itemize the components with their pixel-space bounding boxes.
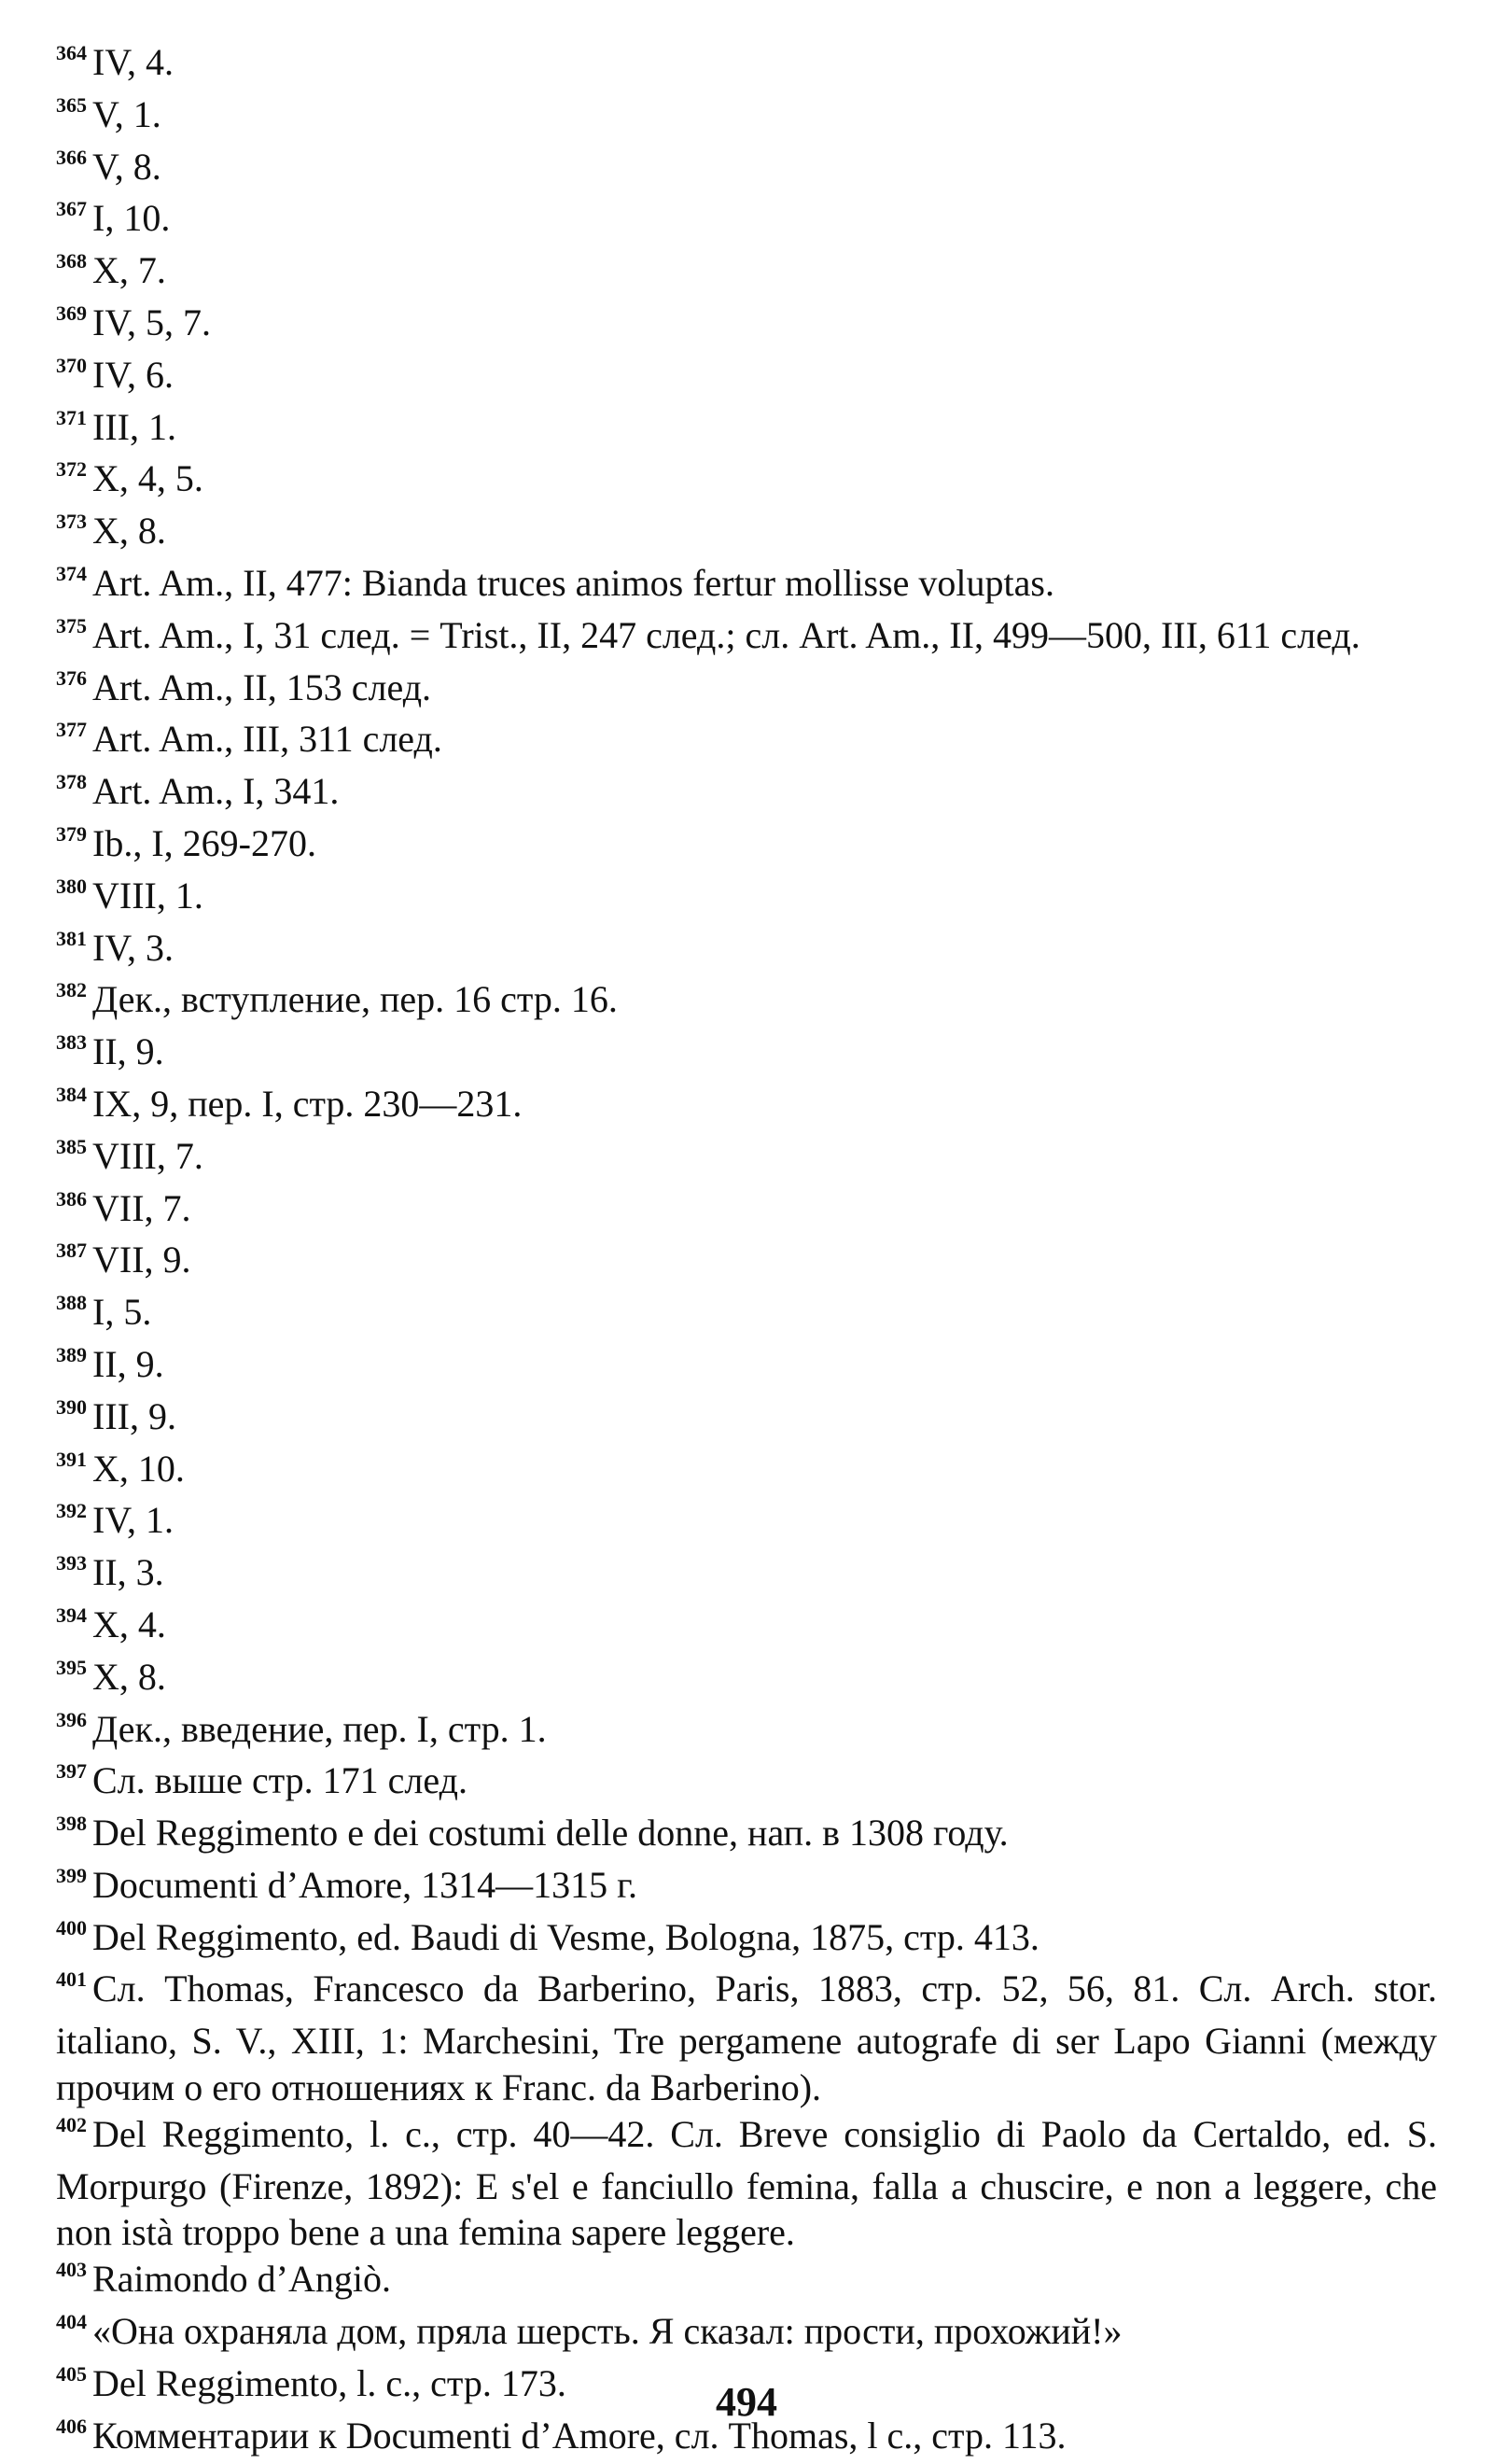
footnote-number: 396 bbox=[56, 1707, 87, 1731]
footnote bbox=[56, 612, 1437, 665]
footnote-number: 398 bbox=[56, 1812, 87, 1836]
footnote-text: Art. Am., I, 31 след. = Trist., II, 247 след.; сл. Art. Am., II, 499—500, III, 611 след. bbox=[92, 613, 1360, 656]
footnote-text: X, 4, 5. bbox=[92, 457, 203, 500]
footnote bbox=[56, 1966, 1437, 2110]
footnote-text: IV, 5, 7. bbox=[92, 301, 212, 343]
footnote-text: X, 10. bbox=[92, 1447, 185, 1490]
footnote-text: Сл. Thomas, Francesco da Barberino, Paris, 1883, стр. 52, 56, 81. Сл. Arch. stor. italiano, S. V., XIII, 1: Marchesini, Tre pergamene autografe di ser Lapo Gianni (между прочим о его отношениях к Franc. da Barberino). bbox=[56, 1967, 1437, 2109]
footnote-text: IV, 4. bbox=[92, 41, 174, 83]
footnote bbox=[56, 1341, 1437, 1393]
footnote-text: X, 7. bbox=[92, 249, 166, 292]
footnote-text: X, 8. bbox=[92, 1655, 166, 1698]
footnote bbox=[56, 976, 1437, 1029]
footnote bbox=[56, 1133, 1437, 1185]
footnote bbox=[56, 195, 1437, 247]
footnote-number: 399 bbox=[56, 1863, 87, 1887]
footnote-text: Raimondo d’Angiò. bbox=[92, 2258, 391, 2301]
footnote-number: 392 bbox=[56, 1499, 87, 1523]
footnote bbox=[56, 716, 1437, 768]
footnote-number: 397 bbox=[56, 1759, 87, 1784]
footnote bbox=[56, 1549, 1437, 1602]
footnote-text: IX, 9, пер. I, стр. 230—231. bbox=[92, 1082, 523, 1125]
footnote bbox=[56, 455, 1437, 508]
footnote-number: 372 bbox=[56, 457, 87, 482]
footnote-number: 365 bbox=[56, 92, 87, 117]
footnote-text: II, 9. bbox=[92, 1342, 164, 1385]
footnote-number: 393 bbox=[56, 1551, 87, 1575]
footnote-number: 381 bbox=[56, 926, 87, 950]
footnote bbox=[56, 1393, 1437, 1446]
footnote-number: 390 bbox=[56, 1394, 87, 1419]
footnote-text: II, 3. bbox=[92, 1551, 164, 1594]
footnote-number: 364 bbox=[56, 41, 87, 64]
footnote-number: 383 bbox=[56, 1030, 87, 1055]
footnote-text: III, 1. bbox=[92, 405, 176, 448]
footnote bbox=[56, 300, 1437, 352]
footnote bbox=[56, 820, 1437, 873]
footnote bbox=[56, 2111, 1437, 2256]
footnotes-block bbox=[56, 39, 1437, 2464]
footnote-text: Del Reggimento, ed. Baudi di Vesme, Bologna, 1875, стр. 413. bbox=[92, 1915, 1040, 1958]
footnote-number: 400 bbox=[56, 1915, 87, 1939]
footnote-number: 374 bbox=[56, 561, 87, 585]
footnote-number: 366 bbox=[56, 145, 87, 169]
footnote bbox=[56, 1914, 1437, 1967]
footnote bbox=[56, 508, 1437, 560]
page-number: 494 bbox=[716, 2379, 777, 2425]
footnote-number: 405 bbox=[56, 2361, 87, 2386]
footnote-number: 380 bbox=[56, 874, 87, 898]
footnote-number: 370 bbox=[56, 353, 87, 377]
footnote-text: III, 9. bbox=[92, 1394, 176, 1437]
footnote-text: Дек., введение, пер. I, стр. 1. bbox=[92, 1707, 547, 1750]
footnote-text: X, 8. bbox=[92, 510, 166, 553]
footnote-text: VII, 9. bbox=[92, 1239, 191, 1281]
footnote-text: Art. Am., III, 311 след. bbox=[92, 718, 442, 761]
footnote-number: 371 bbox=[56, 405, 87, 429]
footnote bbox=[56, 1810, 1437, 1862]
footnote-number: 403 bbox=[56, 2258, 87, 2282]
footnote bbox=[56, 1654, 1437, 1706]
footnote-text: Del Reggimento, l. c., стр. 40—42. Сл. Breve consiglio di Paolo da Certaldo, ed. S. Morpurgo (Firenze, 1892): E s'el e fanciullo femina, falla a chuscire, e non a leggere, che non istà troppo bene a una femina sapere leggere. bbox=[56, 2112, 1437, 2254]
footnote-number: 382 bbox=[56, 978, 87, 1002]
footnote-number: 406 bbox=[56, 2414, 87, 2438]
footnote bbox=[56, 1602, 1437, 1654]
footnote-text: Art. Am., I, 341. bbox=[92, 770, 340, 813]
footnote bbox=[56, 665, 1437, 717]
footnote-number: 404 bbox=[56, 2310, 87, 2334]
footnote-number: 373 bbox=[56, 510, 87, 534]
footnote-number: 368 bbox=[56, 249, 87, 273]
footnote bbox=[56, 925, 1437, 977]
footnote bbox=[56, 873, 1437, 925]
footnote-number: 389 bbox=[56, 1342, 87, 1366]
footnote bbox=[56, 1237, 1437, 1289]
footnote-number: 388 bbox=[56, 1291, 87, 1315]
footnote-text: Комментарии к Documenti d’Amore, сл. Thomas, l c., стр. 113. bbox=[92, 2414, 1067, 2457]
footnote-text: Art. Am., II, 477: Bianda truces animos fertur mollisse voluptas. bbox=[92, 561, 1054, 604]
footnote-text: «Она охраняла дом, пряла шерсть. Я сказал: прости, прохожий!» bbox=[92, 2310, 1123, 2353]
footnote-text: Del Reggimento, l. c., стр. 173. bbox=[92, 2361, 566, 2404]
footnote bbox=[56, 352, 1437, 404]
footnote bbox=[56, 1862, 1437, 1914]
footnote-number: 375 bbox=[56, 613, 87, 637]
footnote-text: IV, 6. bbox=[92, 353, 174, 396]
footnote-number: 384 bbox=[56, 1082, 87, 1106]
footnote-text: V, 8. bbox=[92, 145, 161, 188]
footnote-number: 395 bbox=[56, 1655, 87, 1679]
footnote bbox=[56, 1446, 1437, 1498]
footnote bbox=[56, 1757, 1437, 1810]
footnote-text: Documenti d’Amore, 1314—1315 г. bbox=[92, 1863, 638, 1906]
footnote-number: 377 bbox=[56, 718, 87, 742]
footnote-text: VIII, 1. bbox=[92, 874, 203, 917]
footnote-text: Del Reggimento e dei costumi delle donne, нап. в 1308 году. bbox=[92, 1812, 1009, 1855]
footnote-text: IV, 3. bbox=[92, 926, 174, 969]
footnote bbox=[56, 1185, 1437, 1238]
footnote bbox=[56, 247, 1437, 300]
footnote bbox=[56, 2256, 1437, 2308]
footnote bbox=[56, 144, 1437, 196]
footnote bbox=[56, 1706, 1437, 1758]
footnote bbox=[56, 1029, 1437, 1081]
footnote-number: 394 bbox=[56, 1603, 87, 1627]
footnote bbox=[56, 1289, 1437, 1341]
footnote-number: 376 bbox=[56, 665, 87, 690]
footnote-text: Ib., I, 269-270. bbox=[92, 821, 316, 864]
footnote-text: II, 9. bbox=[92, 1030, 164, 1073]
footnote bbox=[56, 1497, 1437, 1549]
footnote-text: Сл. выше стр. 171 след. bbox=[92, 1759, 467, 1802]
footnote-text: X, 4. bbox=[92, 1603, 166, 1645]
footnote-number: 367 bbox=[56, 197, 87, 221]
footnote-number: 385 bbox=[56, 1134, 87, 1158]
footnote-text: IV, 1. bbox=[92, 1499, 174, 1542]
footnote bbox=[56, 91, 1437, 144]
footnote-text: I, 5. bbox=[92, 1291, 152, 1334]
footnote-number: 387 bbox=[56, 1239, 87, 1263]
footnote bbox=[56, 768, 1437, 820]
footnote-text: Art. Am., II, 153 след. bbox=[92, 665, 432, 708]
footnote-text: V, 1. bbox=[92, 92, 161, 135]
footnote-text: Дек., вступление, пер. 16 стр. 16. bbox=[92, 978, 618, 1021]
footnote-text: I, 10. bbox=[92, 197, 171, 240]
footnote-number: 391 bbox=[56, 1447, 87, 1471]
footnote-number: 386 bbox=[56, 1186, 87, 1211]
footnote bbox=[56, 404, 1437, 456]
footnote-number: 401 bbox=[56, 1967, 87, 1992]
footnote bbox=[56, 2308, 1437, 2360]
footnote-text: VII, 7. bbox=[92, 1186, 191, 1229]
footnote-number: 378 bbox=[56, 770, 87, 794]
footnote-number: 402 bbox=[56, 2112, 87, 2136]
footnote bbox=[56, 560, 1437, 612]
footnote bbox=[56, 1081, 1437, 1133]
footnote-text: VIII, 7. bbox=[92, 1134, 203, 1177]
footnote bbox=[56, 39, 1437, 91]
footnote-number: 379 bbox=[56, 821, 87, 846]
footnote-number: 369 bbox=[56, 301, 87, 325]
